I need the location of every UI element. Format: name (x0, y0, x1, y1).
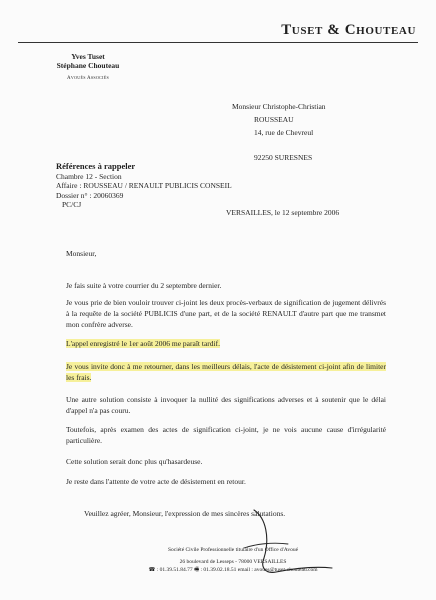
paragraph: Une autre solution consiste à invoquer la nullité des significations adverses et à soutenir que le délai d'appel n'a pas couru. (66, 395, 386, 415)
reference-affaire: Affaire : ROUSSEAU / RENAULT PUBLICIS CONSEIL (56, 181, 232, 190)
paragraph-highlighted (66, 338, 220, 349)
paragraph: Cette solution serait donc plus qu'hasardeuse. (66, 457, 203, 466)
highlighted-text: L'appel enregistré le 1er août 2006 me paraît tardif. (66, 339, 220, 348)
partner-name: Stéphane Chouteau (56, 61, 120, 70)
recipient-address (232, 100, 326, 164)
references-block (56, 162, 232, 210)
letterhead (0, 0, 436, 44)
header-rule (18, 42, 418, 43)
footer-line: ☎ : 01.39.51.84.77 🖷 : 01.39.02.18.51 email : avoues@tuset-chouteau.com (148, 567, 318, 573)
reference-dossier: Dossier n° : 20060369 (56, 190, 124, 200)
reference-chambre: Chambre 12 - Section (56, 171, 122, 181)
footer (60, 546, 406, 574)
recipient-surname: ROUSSEAU (254, 115, 294, 124)
place-date: VERSAILLES, le 12 septembre 2006 (226, 208, 340, 217)
paragraph: Je reste dans l'attente de votre acte de désistement en retour. (66, 477, 246, 486)
firm-name: Tuset & Chouteau (281, 22, 416, 38)
paragraph: Je fais suite à votre courrier du 2 septembre dernier. (66, 281, 222, 290)
recipient-city: 92250 SURESNES (254, 153, 313, 162)
references-title: Références à rappeler (56, 161, 136, 171)
paragraph-highlighted (66, 361, 386, 383)
highlighted-text: Je vous invite donc à me retourner, dans les meilleurs délais, l'acte de désistement ci-joint afin de limiter les frais. (66, 362, 386, 382)
paragraph: Je vous prie de bien vouloir trouver ci-joint les deux procès-verbaux de signification de jugement délivrés à la requête de la société PUBLICIS d'une part, et de la société RENAULT d'autre part que me transmet mon confrère adverse. (66, 298, 386, 329)
partners-title: Avoués Associés (66, 76, 110, 81)
salutation: Monsieur, (66, 249, 97, 258)
recipient-name: Monsieur Christophe-Christian (232, 102, 326, 111)
paragraph: Toutefois, après examen des actes de signification ci-joint, je ne vois aucune cause d'irrégularité particulière. (66, 425, 386, 445)
partners-block (36, 52, 140, 83)
footer-line: 26 boulevard de Lesseps - 78000 VERSAILLES (179, 559, 287, 565)
partner-name: Yves Tuset (71, 52, 105, 61)
closing: Veuillez agréer, Monsieur, l'expression de mes sincères salutations. (84, 509, 286, 518)
reference-initials: PC/CJ (62, 200, 82, 209)
recipient-street: 14, rue de Chevreul (254, 128, 314, 137)
footer-line: Société Civile Professionnelle titulaire d'un Office d'Avoué (167, 547, 299, 553)
